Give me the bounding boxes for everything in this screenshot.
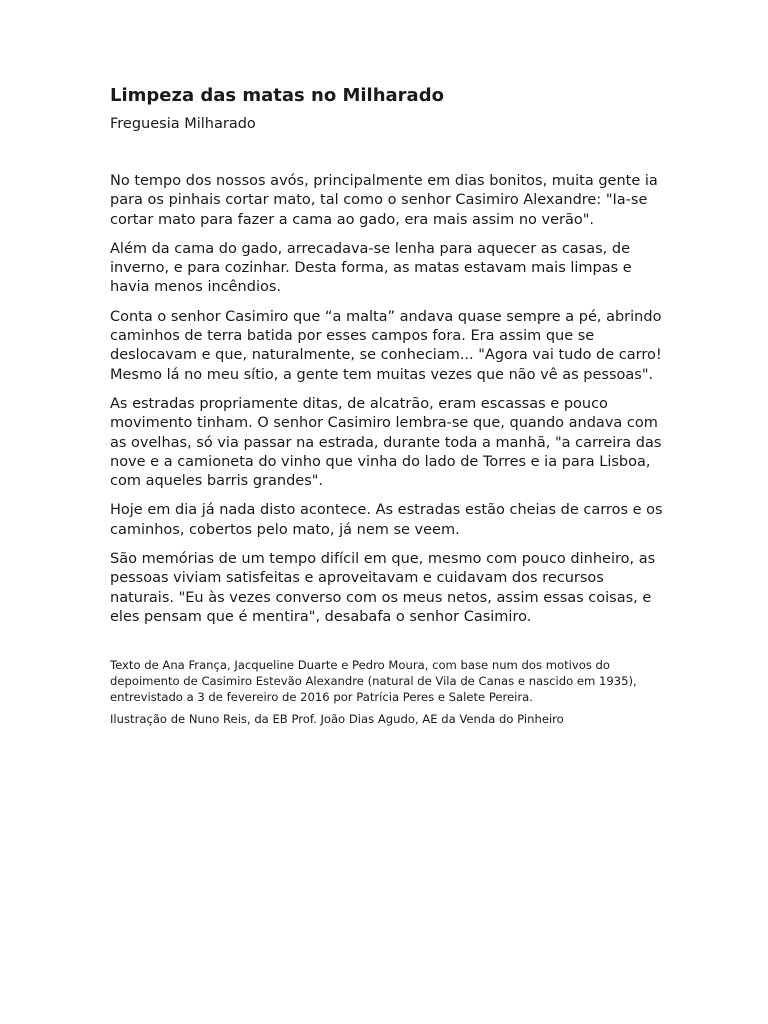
body-paragraph: São memórias de um tempo difícil em que, mesmo com pouco dinheiro, as pessoas viviam satisfeitas e aproveitavam e cuidavam dos recursos naturais. "Eu às vezes converso com os meus netos, assim essas coisas, e eles pensam que é mentira", desabafa o senhor Casimiro. bbox=[110, 551, 656, 625]
document-subtitle: Freguesia Milharado bbox=[110, 116, 256, 132]
document-title: Limpeza das matas no Milharado bbox=[110, 85, 444, 106]
illustration-credit: Ilustração de Nuno Reis, da EB Prof. João Dias Agudo, AE da Venda do Pinheiro bbox=[110, 712, 564, 727]
document-body bbox=[110, 172, 670, 627]
credits-section bbox=[110, 657, 670, 727]
body-paragraph: No tempo dos nossos avós, principalmente em dias bonitos, muita gente ia para os pinhais cortar mato, tal como o senhor Casimiro Alexandre: "Ia-se cortar mato para fazer a cama ao gado, era mais assim no verão". bbox=[110, 173, 658, 228]
credits-text: Texto de Ana França, Jacqueline Duarte e Pedro Moura, com base num dos motivos do depoimento de Casimiro Estevão Alexandre (natural de Vila de Canas e nascido em 1935), entrevistado a 3 de fevereiro de 2016 por Patrícia Peres e Salete Pereira. bbox=[110, 658, 637, 705]
body-paragraph: Hoje em dia já nada disto acontece. As estradas estão cheias de carros e os caminhos, cobertos pelo mato, já nem se veem. bbox=[110, 502, 663, 538]
document-page bbox=[110, 84, 670, 733]
body-paragraph: Além da cama do gado, arrecadava-se lenha para aquecer as casas, de inverno, e para cozinhar. Desta forma, as matas estavam mais limpas e havia menos incêndios. bbox=[110, 240, 632, 296]
body-paragraph: Conta o senhor Casimiro que “a malta” andava quase sempre a pé, abrindo caminhos de terra batida por esses campos fora. Era assim que se deslocavam e que, naturalmente, se conheciam... "Agora vai tudo de carro! Mesmo lá no meu sítio, a gente tem muitas vezes que não vê as pessoas". bbox=[110, 308, 662, 383]
body-paragraph: As estradas propriamente ditas, de alcatrão, eram escassas e pouco movimento tinham. O senhor Casimiro lembra-se que, quando andava com as ovelhas, só via passar na estrada, durante toda a manhã, "a carreira das nove e a camioneta do vinho que vinha do lado de Torres e ia para Lisboa, com aqueles barris grandes". bbox=[110, 395, 662, 490]
